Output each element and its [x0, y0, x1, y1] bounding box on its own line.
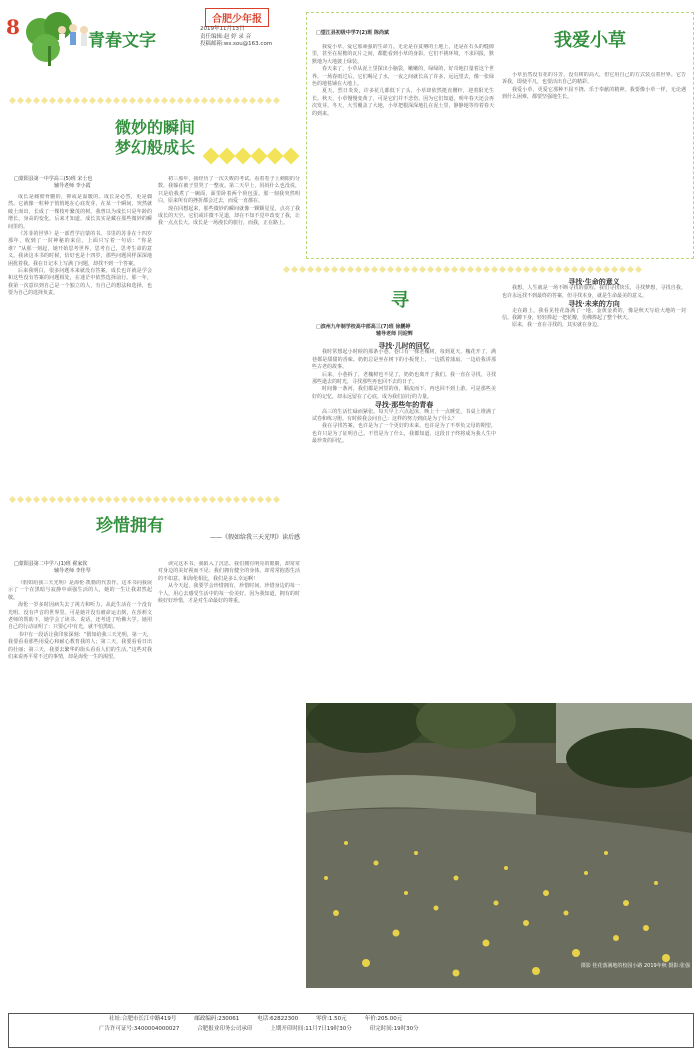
masthead-info [200, 26, 300, 49]
article4-subhead: 寻找·生命的意义 [568, 278, 620, 286]
article2-column-1 [8, 580, 152, 998]
article4-subhead: 寻找·未来的方向 [568, 299, 620, 309]
footer-print-time-2: 印完时间:19时30分 [369, 1026, 419, 1032]
article4-author: □滨州九年制学校高中部高三(7)班 徐鹏婷 [316, 324, 411, 330]
article4-column-1 [312, 342, 496, 694]
article2-title: 珍惜拥有 [96, 516, 164, 536]
editor-line: 责任编辑:赵 婷 录 音 [200, 33, 252, 40]
footer-postcode: 邮政编码:230061 [194, 1016, 240, 1022]
paragraph: 《苏菲的世界》是一部哲学启蒙的书。书里的苏菲在十四岁那年，收到了一封神秘的来信，上面只写着一句话：“你是谁？”从那一刻起，她开始思考世界，思考自己，思考生命的意义。我读这本书的时候，恰好也是十四岁，那些问题同样深深地困扰着我。我在日记本上写满了问题，却找不到一个答案。 [8, 231, 152, 267]
paragraph: 我爱小草，爱它那顽强的生命力。无论是在贫瘠的土地上，还是在石头的缝隙里，甚至在屋檐的瓦片之间，都能看到小草的身影。它们不挑环境，不求回报，默默地为大地披上绿装。 [312, 44, 494, 65]
article2-subtitle: ——《假如给我三天光明》读后感 [209, 534, 300, 541]
article2-teacher: 辅导老师 李佳琴 [54, 568, 91, 574]
article1-column-2 [158, 176, 300, 494]
footer-license: 广告许可证号:3400004000027 [99, 1026, 180, 1032]
footer-phone: 电话:62822300 [257, 1016, 299, 1022]
footer-price-year: 年价:205.00元 [364, 1016, 403, 1022]
article1-title-line1: 微妙的瞬间 [114, 118, 195, 137]
paragraph: 海伦一岁多时因病失去了视力和听力，从此生活在一个没有光明、没有声音的世界里。可是她并没有被命运击倒，在莎莉文老师的帮助下，她学会了读书、说话，还考进了哈佛大学。她用自己的行动证明了：只要心中有光，就不怕黑暗。 [8, 602, 152, 631]
photo-fallen-flowers [306, 703, 692, 988]
paragraph: 原来，我一直在寻找的，其实就在身边。 [512, 322, 603, 329]
title-ornament [205, 150, 297, 162]
paragraph: 后来，小巷拆了，老槐树也不见了，奶奶也离开了我们。我一直在寻找，寻找那些逝去的时光，寻找那些再也回不去的日子。 [312, 371, 496, 386]
photo-caption [420, 962, 690, 969]
article4-title: 寻 [391, 290, 409, 311]
paragraph: 我在寻找答案。也许是为了一个更好的未来，也许是为了不辜负父母的期望，也许只是为了证明自己。不管是为了什么，我都知道，这段日子终将成为我人生中最珍贵的回忆。 [312, 423, 496, 445]
article4-column-2 [502, 278, 686, 694]
article1-teacher: 辅导老师 李小霞 [54, 183, 91, 189]
paragraph: 现在回想起来，那些微妙的瞬间就像一颗颗星星，点亮了我成长的天空。它们或许微不足道，却在不知不觉中改变了我，让我一点点长大。成长是一场漫长的旅行，而我，正在路上。 [158, 205, 300, 227]
issue-date: 2019年11月13日 [200, 26, 245, 32]
paragraph: 我时常想起小时候的那条小巷。巷口有一棵老槐树，每到夏天，槐花开了，满巷都是甜甜的香味。奶奶总是坐在树下的小板凳上，一边摇着蒲扇，一边给我讲那些古老的故事。 [312, 349, 496, 371]
newspaper-name: 合肥少年报 [205, 8, 269, 27]
paragraph: 读完这本书，我陷入了沉思。我们拥有明亮的眼睛，却常常对身边的美好视而不见；我们拥有健全的身体，却常常抱怨生活的不如意。和海伦相比，我们是多么幸运啊！ [158, 561, 300, 582]
footer-row-1 [9, 1014, 693, 1024]
paragraph: 高三的生活忙碌而紧张。每天早上六点起床，晚上十一点睡觉，书桌上堆满了试卷和练习册。有时候我会问自己：这样的努力到底是为了什么？ [312, 408, 496, 423]
footer-print-time-1: 上期开印时间:11月7日19时30分 [270, 1026, 352, 1032]
paragraph: 《假如给我三天光明》是海伦·凯勒的代表作。这本书向我展示了一个在黑暗与寂静中顽强生活的人，她的一生让我肃然起敬。 [8, 580, 152, 601]
divider-dots [10, 97, 279, 103]
article3-column-1 [312, 44, 494, 254]
paragraph: 书中有一段话让我印象深刻：“假如给我三天光明，第一天，我要看看那些用爱心和耐心教育我的人；第二天，我要看看日出的壮丽；第三天，我要去繁华的街头看看人们的生活。”这些对我们来说再平常不过的事情，却是海伦一生的渴望。 [8, 631, 152, 661]
paragraph: 春天来了，小草从泥土里探出小脑袋，嫩嫩的，绿绿的，好奇地打量着这个世界。一场春雨过后，它们喝足了水，一夜之间就长高了许多，远远望去，像一张绿色的地毯铺在大地上。 [312, 66, 494, 88]
article3-column-2 [502, 72, 686, 254]
paragraph: 我爱小草，更爱它那种不屈不挠、乐于奉献的精神。我要像小草一样，无论遇到什么困难，都要坚强地生长。 [502, 86, 686, 101]
section-title: 青春文字 [88, 31, 156, 51]
footer [8, 1013, 694, 1048]
paragraph: 夏天，烈日炎炎，许多花儿都低下了头，小草却依然挺直腰杆，迎着阳光生长。秋天，小草慢慢变黄了，可是它们并不悲伤，因为它们知道，明年春天还会再次发芽。冬天，大雪覆盖了大地，小草把根深深地扎在泥土里，静静地等待着春天的到来。 [312, 88, 494, 117]
article4-byline [316, 324, 502, 338]
paragraph: 时间像一条河，我们都是河里的鱼，顺流而下，再也回不到上游。可是那些美好的记忆，却永远留在了心底，成为我们前行的力量。 [312, 386, 496, 400]
page-number: 8 [6, 15, 20, 39]
article1-byline [14, 176, 149, 190]
article3-byline: □望江县初级中学7(2)班 陈尚斌 [316, 30, 389, 36]
article3-title: 我爱小草 [554, 30, 626, 51]
photo-credit: 摄影:张强 [668, 963, 690, 969]
footer-price-single: 零价:1.50元 [316, 1016, 347, 1022]
article2-author: □蒙阳县第二中学八(1)班 翟家钦 [14, 561, 88, 567]
article1-column-1 [8, 194, 152, 494]
paragraph: 初三那年，我经历了一次失败的考试。看着卷子上刺眼的分数，我躲在被子里哭了一整夜。第二天早上，妈妈什么也没说，只是给我煮了一碗面，面里卧着两个荷包蛋。那一刻我突然明白，原来所有的挫折都会过去，而爱一直都在。 [158, 176, 300, 205]
email-line: 投稿邮箱:ws.sou@163.com [200, 41, 273, 47]
paragraph: 从今天起，我要学会珍惜拥有，珍惜时间，珍惜身边的每一个人，用心去感受生活中的每一份美好。因为我知道，拥有的时候好好珍惜，才是对生命最好的尊重。 [158, 583, 300, 605]
article1-title-line2: 梦幻般成长 [114, 138, 195, 157]
footer-printer: 合肥报业印务公司承印 [197, 1026, 253, 1032]
article1-author: □蒙阳县第一中学高三(5)班 宋士也 [14, 176, 93, 182]
paragraph: 小草虽然没有花的芬芳，没有树的高大，但它用自己的方式装点着世界。它告诉我，即使平凡，也要活出自己的精彩。 [502, 72, 686, 86]
article4-subhead: 寻找·那些年的青春 [374, 400, 434, 410]
paragraph: 后来我明白，很多问题本来就没有答案。成长也许就是学会和这些没有答案的问题相处，在迷茫中依然选择前行。那一年，我第一次意识到自己是一个独立的人，有自己的想法和选择，也要为自己的选择负责。 [8, 268, 152, 297]
photo-image [306, 703, 692, 988]
article2-column-2 [158, 561, 300, 998]
paragraph: 走在路上，我看见桂花落满了一地，金黄金黄的，像是秋天写给大地的一封信。我蹲下身，轻轻捧起一把花瓣，仿佛捧起了整个秋天。 [502, 307, 686, 322]
article2-byline [14, 561, 149, 575]
paragraph: 我想，人生就是一场不断寻找的旅程。我们寻找快乐，寻找梦想，寻找自我。也许永远找不到最终的答案，但寻找本身，就是生命最美的意义。 [502, 285, 686, 299]
footer-address: 社址:合肥市长江中路419号 [109, 1016, 177, 1022]
article4-subhead: 寻找·儿时的回忆 [378, 342, 430, 350]
article4-teacher: 辅导老师 闫迎辉 [376, 331, 413, 337]
divider-dots [10, 496, 279, 502]
paragraph: 成长是痛彻骨髓的，抑或是温暖的。成长是必然，更是偶然。它就像一粒种子悄悄地在心底发芽，在某一个瞬间，突然就破土而出，长成了一棵枝叶繁茂的树。我曾以为成长只是年龄的增长，身高的变化，后来才知道，成长其实是藏在那些微妙的瞬间里的。 [8, 194, 152, 230]
photo-caption-text: 摄影 桂花落满地的校园小路 2019年秋 [580, 963, 667, 969]
divider-dots [284, 266, 641, 272]
footer-row-2 [9, 1024, 693, 1034]
